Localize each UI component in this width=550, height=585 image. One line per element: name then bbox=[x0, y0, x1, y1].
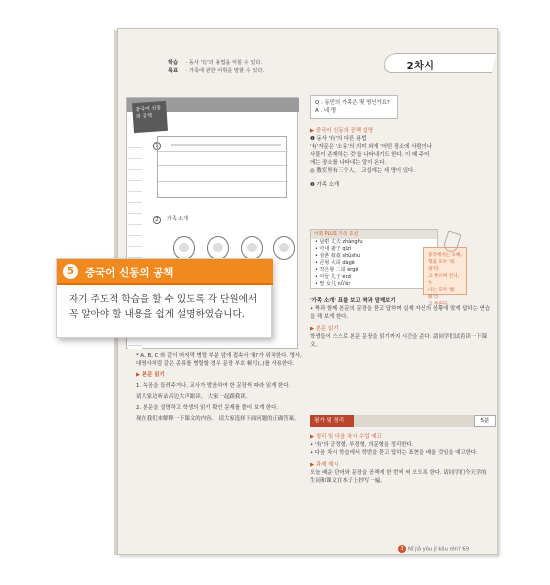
evaluation-label: 평가 및 정리 bbox=[310, 415, 354, 427]
vocab-row: • 아들 儿子 érzi bbox=[315, 274, 352, 280]
step-chinese: 现在我们来解释一下课文的内容。 请大家选择下面问题的正确答案。 bbox=[136, 416, 300, 422]
practice-block bbox=[310, 297, 490, 349]
answer-text: A : 네 명 bbox=[315, 108, 337, 114]
vocab-row: • 큰형 大哥 dàgē bbox=[315, 260, 355, 266]
section-heading: ▶ 과제 제시 bbox=[310, 462, 339, 468]
lower-left-text bbox=[136, 352, 304, 426]
note-line: 중국에서는 오빠, bbox=[428, 253, 462, 258]
family-intro-label: 가족 소개 bbox=[167, 216, 188, 222]
section-heading: ▶ 본문 읽기 bbox=[310, 326, 339, 332]
step-text: 1. 녹음을 들려주거나, 교사가 발음하여 한 문장씩 따라 읽게 한다. bbox=[136, 383, 291, 389]
notebook-number-1: 1 bbox=[153, 142, 161, 150]
section-text: • 짝과 함께 본문의 문장을 묻고 답하며 실제 자신의 상황에 맞게 답하는 연습을 해 보게 한다. bbox=[310, 306, 490, 320]
vocab-row: • 작은형 二哥 èrgē bbox=[315, 267, 359, 273]
summary-line: • '有'의 긍정형, 부정형, 의문형을 정리한다. bbox=[310, 442, 414, 448]
objective-label: 목표 bbox=[168, 68, 179, 74]
evaluation-section-bar bbox=[310, 415, 496, 427]
section-heading: ▶ 정리 및 다음 차시 수업 예고 bbox=[310, 434, 382, 440]
objective-text: 동사 '有'의 용법을 익힐 수 있다. bbox=[188, 60, 263, 66]
explanation-block bbox=[310, 127, 432, 189]
notebook-table bbox=[157, 136, 287, 198]
step-chinese: 请大家边听录音边大声跟读。 大家一起跟我读。 bbox=[136, 394, 251, 400]
section-text: 오늘 배운 단어와 문장을 공책에 한 번씩 써 오도록 한다. 请同学们今天学的生词和课文在本子上抄写一遍。 bbox=[310, 470, 487, 484]
objective-text: 가족에 관한 어휘를 말할 수 있다. bbox=[188, 68, 264, 74]
question-box bbox=[310, 95, 398, 119]
vocab-row: • 삼촌 叔叔 shūshu bbox=[315, 253, 361, 259]
lesson-badge: 3 bbox=[398, 545, 406, 553]
objective-label: 학습 bbox=[168, 60, 179, 66]
vocabulary-box bbox=[310, 229, 438, 289]
callout-number: 5 bbox=[63, 264, 78, 279]
portrait-icon bbox=[207, 236, 229, 260]
section-text: 학생들이 스스로 본문 문장을 읽기까지 시간을 준다. 請同学们试着读一下课文。 bbox=[310, 334, 487, 348]
portrait-icon bbox=[173, 236, 195, 260]
portrait-icon bbox=[241, 236, 263, 260]
note-line: 고 부르며 언니, 누 bbox=[428, 274, 460, 286]
vocabulary-heading: 어휘 PLUS 가족 호칭 bbox=[311, 230, 437, 239]
item-line: 사물이 존재하는 것'을 나타내기도 한다. 이 때 주어 bbox=[310, 152, 430, 158]
section-heading: ▶ 중국어 신동의 공책 설명 bbox=[310, 128, 374, 134]
note-line: 나는 모두 '姐姐'라 bbox=[428, 288, 455, 300]
note-line: 고 부른다. bbox=[428, 302, 449, 307]
callout-line: 꼭 알아야 할 내용을 쉽게 설명하였습니다. bbox=[69, 309, 245, 320]
portrait-icon bbox=[273, 236, 295, 260]
notebook-badge: 중국어 신동의 공책 bbox=[132, 101, 168, 133]
step-text: 2. 본문을 설명하고 학생의 읽기 확인 문제를 풀어 보게 한다. bbox=[136, 405, 279, 411]
vocab-row: • 남편 丈夫 zhàngfu bbox=[315, 239, 363, 245]
sticky-note bbox=[423, 247, 467, 307]
vocab-row: • 딸 女儿 nǚ'ér bbox=[315, 281, 351, 287]
item-line: '有'자문은 '소유'의 의미 외에 '어떤 장소에 사람이나 bbox=[310, 144, 433, 150]
session-label: 2차시 bbox=[406, 61, 435, 72]
page-footer bbox=[398, 545, 469, 553]
learning-objectives: 학습 · 동사 '有'의 용법을 익힐 수 있다. 목표 · 가족에 관한 어휘를 말할 수 있다. bbox=[168, 60, 264, 74]
summary-block bbox=[310, 433, 490, 485]
callout-line: 자기 주도적 학습을 할 수 있도록 각 단원에서 bbox=[69, 294, 258, 305]
callout-title: 중국어 신동의 공책 bbox=[85, 267, 174, 279]
vocab-row: • 아내 妻子 qīzi bbox=[315, 246, 351, 252]
item-heading: ❶ 동사 '有'의 다른 용법 bbox=[310, 136, 367, 142]
minutes-badge: 5분 bbox=[474, 415, 496, 427]
item-line: 에는 장소를 나타내는 말이 온다. bbox=[310, 160, 387, 166]
callout-body bbox=[69, 292, 267, 322]
grammar-note: * A, B, C 와 같이 마지막 병렬 부분 앞에 접속사 '和'가 위치한다. 명사, 대명사처럼 같은 종류를 병렬할 경우 문장 부호 顿号(、)를 사용한다. bbox=[136, 353, 302, 367]
session-tab bbox=[382, 53, 496, 73]
callout-header bbox=[57, 259, 273, 285]
section-heading: ▶ 본문 읽기 bbox=[136, 372, 165, 378]
section-heading: '가족 소개' 표를 보고 짝과 말해보기 bbox=[310, 298, 396, 304]
summary-line: • 다음 차시 학습에서 학번을 묻고 답하는 표현을 배울 것임을 예고한다. bbox=[310, 450, 478, 456]
notebook-number-2: 2 bbox=[153, 216, 161, 224]
item-heading: ❷ 가족 소개 bbox=[310, 182, 340, 188]
question-text: Q : 동민의 가족은 몇 명인가요? bbox=[315, 100, 390, 106]
feature-callout bbox=[56, 258, 272, 338]
item-line: ◎ 教室里有三个人。 교실에는 세 명이 있다. bbox=[310, 168, 415, 174]
footer-text: Nǐ jiā yǒu jǐ kǒu rén? 69 bbox=[408, 546, 470, 553]
note-line: 형을 모두 '哥哥'라 bbox=[428, 260, 455, 272]
